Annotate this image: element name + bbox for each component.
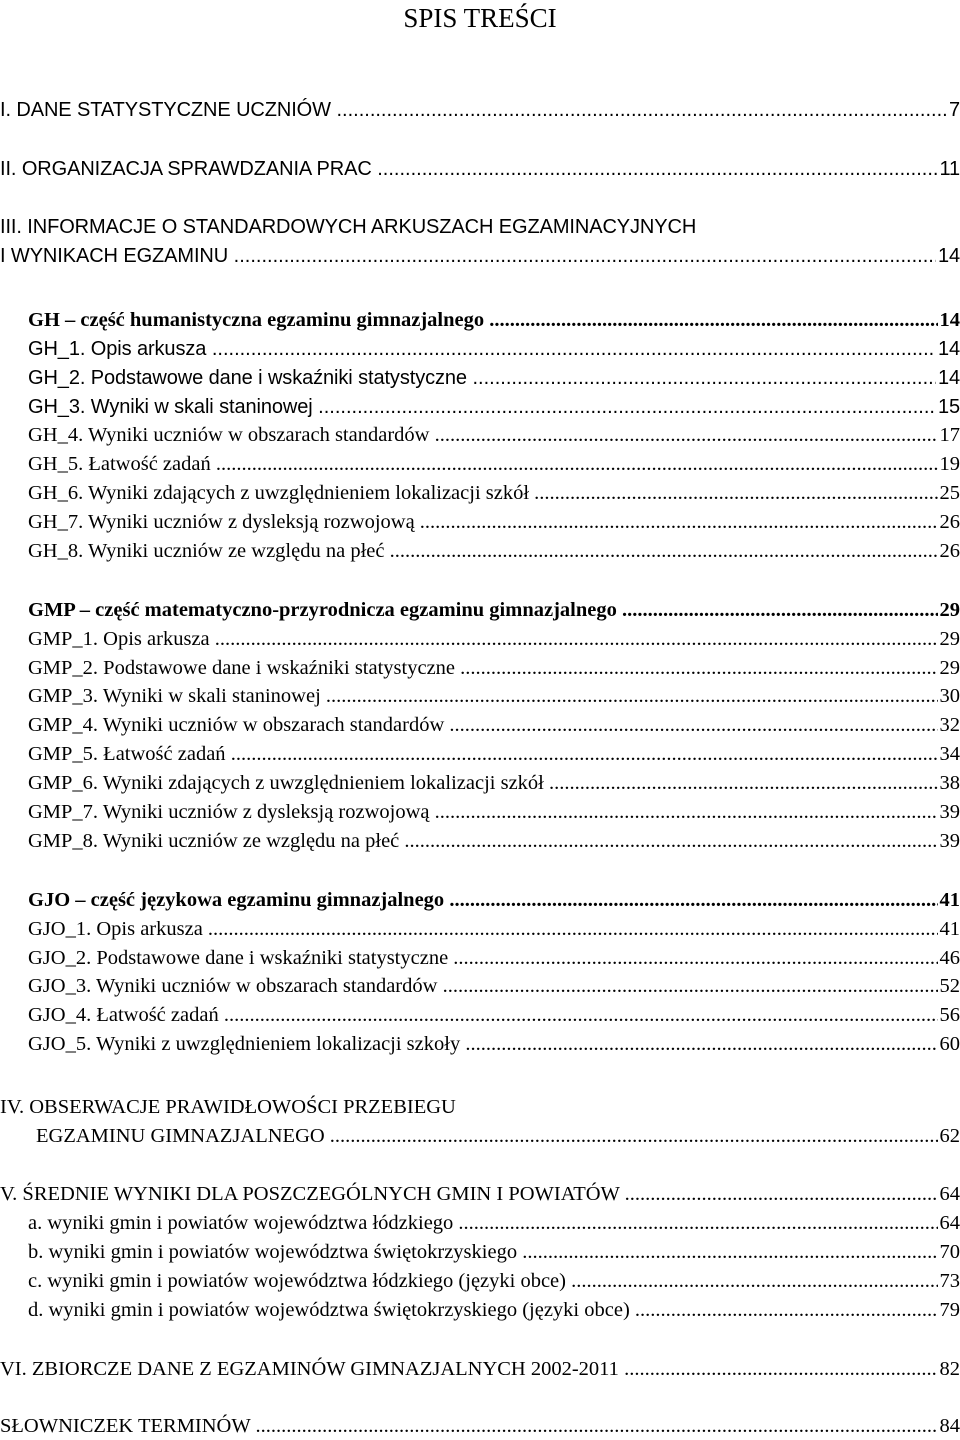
toc-entry-text: GMP_3. Wyniki w skali staninowej	[28, 685, 321, 707]
toc-entry-label	[28, 625, 960, 653]
toc-page-number: 79	[938, 1296, 960, 1324]
toc-page-number: 82	[938, 1355, 960, 1383]
toc-entry-text: GMP_5. Łatwość zadań	[28, 743, 226, 765]
toc-entry-text: GMP_7. Wyniki uczniów z dysleksją rozwojową	[28, 801, 430, 823]
toc-entry-text: GJO – część językowa egzaminu gimnazjalnego	[28, 889, 445, 911]
toc-entry[interactable]	[0, 1180, 960, 1208]
toc-entry-text: VI. ZBIORCZE DANE Z EGZAMINÓW GIMNAZJALNYCH 2002-2011	[0, 1358, 619, 1380]
toc-entry-label	[28, 798, 960, 826]
toc-entry[interactable]	[0, 1412, 960, 1440]
toc-entry-text: V. ŚREDNIE WYNIKI DLA POSZCZEGÓLNYCH GMIN I POWIATÓW	[0, 1183, 620, 1205]
toc-entry-label	[0, 96, 960, 124]
toc-entry[interactable]	[28, 827, 960, 855]
toc-page-number: 26	[938, 537, 960, 565]
toc-entry-text: GMP_6. Wyniki zdających z uwzględnieniem lokalizacji szkół	[28, 772, 544, 794]
toc-page-number: 14	[938, 306, 960, 334]
toc-page-number: 46	[938, 944, 960, 972]
toc-page-number: 26	[938, 508, 960, 536]
toc-entry-label	[28, 1296, 960, 1324]
toc-page-number: 7	[947, 96, 960, 124]
toc-entry-label	[0, 155, 960, 183]
toc-page-number: 38	[938, 769, 960, 797]
toc-entry-text: GH – część humanistyczna egzaminu gimnazjalnego	[28, 309, 485, 331]
toc-entry-label	[28, 1209, 960, 1237]
toc-entry-text: GJO_5. Wyniki z uwzględnieniem lokalizacji szkoły	[28, 1033, 461, 1055]
toc-entry-text: GMP_4. Wyniki uczniów w obszarach standardów	[28, 714, 445, 736]
toc-entry[interactable]	[28, 1030, 960, 1058]
toc-page-number: 52	[938, 972, 960, 1000]
toc-entry-label	[28, 711, 960, 739]
toc-entry-text: GJO_1. Opis arkusza	[28, 918, 203, 940]
toc-entry[interactable]	[28, 711, 960, 739]
toc-entry[interactable]: IV. OBSERWACJE PRAWIDŁOWOŚCI PRZEBIEGU	[0, 1096, 456, 1118]
toc-entry-label	[36, 1122, 960, 1150]
toc-entry-label	[28, 306, 960, 334]
toc-entry-text: a. wyniki gmin i powiatów województwa łódzkiego	[28, 1212, 454, 1234]
toc-entry[interactable]	[28, 1267, 960, 1295]
toc-page-number: 64	[938, 1209, 960, 1237]
toc-entry-label	[28, 393, 960, 421]
toc-entry-text: GH_8. Wyniki uczniów ze względu na płeć	[28, 540, 385, 562]
toc-entry-text: GH_2. Podstawowe dane i wskaźniki statystyczne	[28, 367, 467, 389]
toc-page-number: 56	[938, 1001, 960, 1029]
toc-entry-label	[28, 479, 960, 507]
toc-entry-text: GH_1. Opis arkusza	[28, 338, 207, 360]
toc-entry[interactable]	[28, 335, 960, 363]
toc-page-number: 60	[938, 1030, 960, 1058]
toc-entry-text: GH_4. Wyniki uczniów w obszarach standardów	[28, 424, 430, 446]
toc-page-number: 14	[936, 364, 960, 392]
toc-page-number: 15	[936, 393, 960, 421]
toc-entry-label	[28, 450, 960, 478]
toc-entry[interactable]	[28, 1296, 960, 1324]
toc-page-number: 19	[938, 450, 960, 478]
toc-page-number: 17	[938, 421, 960, 449]
toc-entry[interactable]	[28, 596, 960, 624]
toc-entry[interactable]	[28, 682, 960, 710]
toc-entry-label	[28, 1030, 960, 1058]
toc-entry-label	[28, 827, 960, 855]
toc-entry-label	[28, 421, 960, 449]
toc-entry-label	[0, 242, 960, 270]
toc-entry[interactable]	[28, 740, 960, 768]
toc-entry-text: d. wyniki gmin i powiatów województwa świętokrzyskiego (języki obce)	[28, 1299, 630, 1321]
toc-entry-label	[28, 335, 960, 363]
toc-entry[interactable]	[28, 972, 960, 1000]
toc-page-number: 30	[938, 682, 960, 710]
toc-entry[interactable]	[28, 306, 960, 334]
toc-entry-text: GH_3. Wyniki w skali staninowej	[28, 396, 313, 418]
toc-entry[interactable]	[0, 1355, 960, 1383]
toc-entry-label	[28, 769, 960, 797]
toc-entry-text: I. DANE STATYSTYCZNE UCZNIÓW	[0, 99, 331, 121]
toc-entry[interactable]	[0, 96, 960, 124]
toc-entry-text: GH_5. Łatwość zadań	[28, 453, 211, 475]
toc-entry-label	[28, 537, 960, 565]
toc-entry[interactable]	[28, 654, 960, 682]
toc-page-number: 39	[938, 798, 960, 826]
toc-entry-label	[28, 654, 960, 682]
toc-entry-text: c. wyniki gmin i powiatów województwa łódzkiego (języki obce)	[28, 1270, 566, 1292]
toc-entry-label	[28, 886, 960, 914]
toc-entry-label	[0, 1412, 960, 1440]
toc-page-number: 11	[937, 155, 960, 183]
toc-entry-text: I WYNIKACH EGZAMINU	[0, 245, 229, 267]
toc-entry-label	[28, 682, 960, 710]
toc-entry-label	[28, 972, 960, 1000]
toc-page-number: 41	[938, 915, 960, 943]
toc-page-number: 29	[938, 625, 960, 653]
toc-entry-text: GJO_2. Podstawowe dane i wskaźniki statystyczne	[28, 947, 449, 969]
toc-page-number: 29	[938, 654, 960, 682]
toc-entry-text: GMP_1. Opis arkusza	[28, 628, 210, 650]
toc-entry-label	[28, 1001, 960, 1029]
toc-page-number: 32	[938, 711, 960, 739]
toc-entry-label	[28, 508, 960, 536]
toc-page-number: 62	[938, 1122, 960, 1150]
toc-entry-text: GJO_4. Łatwość zadań	[28, 1004, 219, 1026]
toc-entry[interactable]	[28, 479, 960, 507]
toc-entry-text: II. ORGANIZACJA SPRAWDZANIA PRAC	[0, 158, 372, 180]
toc-entry[interactable]	[28, 508, 960, 536]
toc-entry-label	[28, 740, 960, 768]
toc-entry-label	[28, 364, 960, 392]
toc-entry[interactable]	[28, 769, 960, 797]
toc-entry[interactable]: III. INFORMACJE O STANDARDOWYCH ARKUSZACH EGZAMINACYJNYCH	[0, 216, 697, 238]
toc-page-number: 29	[938, 596, 960, 624]
toc-entry-label	[28, 596, 960, 624]
toc-entry-label	[28, 1267, 960, 1295]
toc-page-number: 14	[936, 242, 960, 270]
toc-entry[interactable]	[0, 242, 960, 270]
toc-entry[interactable]	[28, 421, 960, 449]
toc-page-number: 25	[938, 479, 960, 507]
toc-page-number: 14	[936, 335, 960, 363]
toc-page-number: 70	[938, 1238, 960, 1266]
toc-entry[interactable]	[28, 364, 960, 392]
toc-entry[interactable]	[36, 1122, 960, 1150]
toc-entry-text: GH_7. Wyniki uczniów z dysleksją rozwojową	[28, 511, 415, 533]
toc-entry-text: SŁOWNICZEK TERMINÓW	[0, 1415, 251, 1437]
toc-entry-label	[28, 944, 960, 972]
toc-page-number: 39	[938, 827, 960, 855]
toc-entry-label	[28, 1238, 960, 1266]
toc-entry-text: GH_6. Wyniki zdających z uwzględnieniem lokalizacji szkół	[28, 482, 530, 504]
toc-entry[interactable]	[0, 155, 960, 183]
toc-entry[interactable]	[28, 450, 960, 478]
toc-entry[interactable]	[28, 625, 960, 653]
toc-entry-label	[28, 915, 960, 943]
toc-entry-label	[0, 1355, 960, 1383]
toc-entry[interactable]	[28, 393, 960, 421]
toc-entry-text: GMP – część matematyczno-przyrodnicza egzaminu gimnazjalnego	[28, 599, 617, 621]
toc-entry[interactable]	[28, 1001, 960, 1029]
toc-entry-text: EGZAMINU GIMNAZJALNEGO	[36, 1125, 325, 1147]
toc-entry-text: GJO_3. Wyniki uczniów w obszarach standardów	[28, 975, 438, 997]
toc-page-number: 73	[938, 1267, 960, 1295]
toc-entry-text: b. wyniki gmin i powiatów województwa świętokrzyskiego	[28, 1241, 518, 1263]
toc-entry[interactable]	[28, 1238, 960, 1266]
toc-entry[interactable]	[28, 944, 960, 972]
toc-entry-text: GMP_2. Podstawowe dane i wskaźniki statystyczne	[28, 657, 456, 679]
toc-entry[interactable]	[28, 886, 960, 914]
toc-page-number: 64	[938, 1180, 960, 1208]
page-title: SPIS TREŚCI	[403, 3, 557, 33]
toc-page-number: 41	[938, 886, 960, 914]
toc-entry-text: GMP_8. Wyniki uczniów ze względu na płeć	[28, 830, 400, 852]
toc-page-number: 34	[938, 740, 960, 768]
toc-entry[interactable]	[28, 798, 960, 826]
toc-entry[interactable]	[28, 915, 960, 943]
toc-entry[interactable]	[28, 537, 960, 565]
toc-page-number: 84	[938, 1412, 960, 1440]
toc-entry-label	[0, 1180, 960, 1208]
toc-entry[interactable]	[28, 1209, 960, 1237]
